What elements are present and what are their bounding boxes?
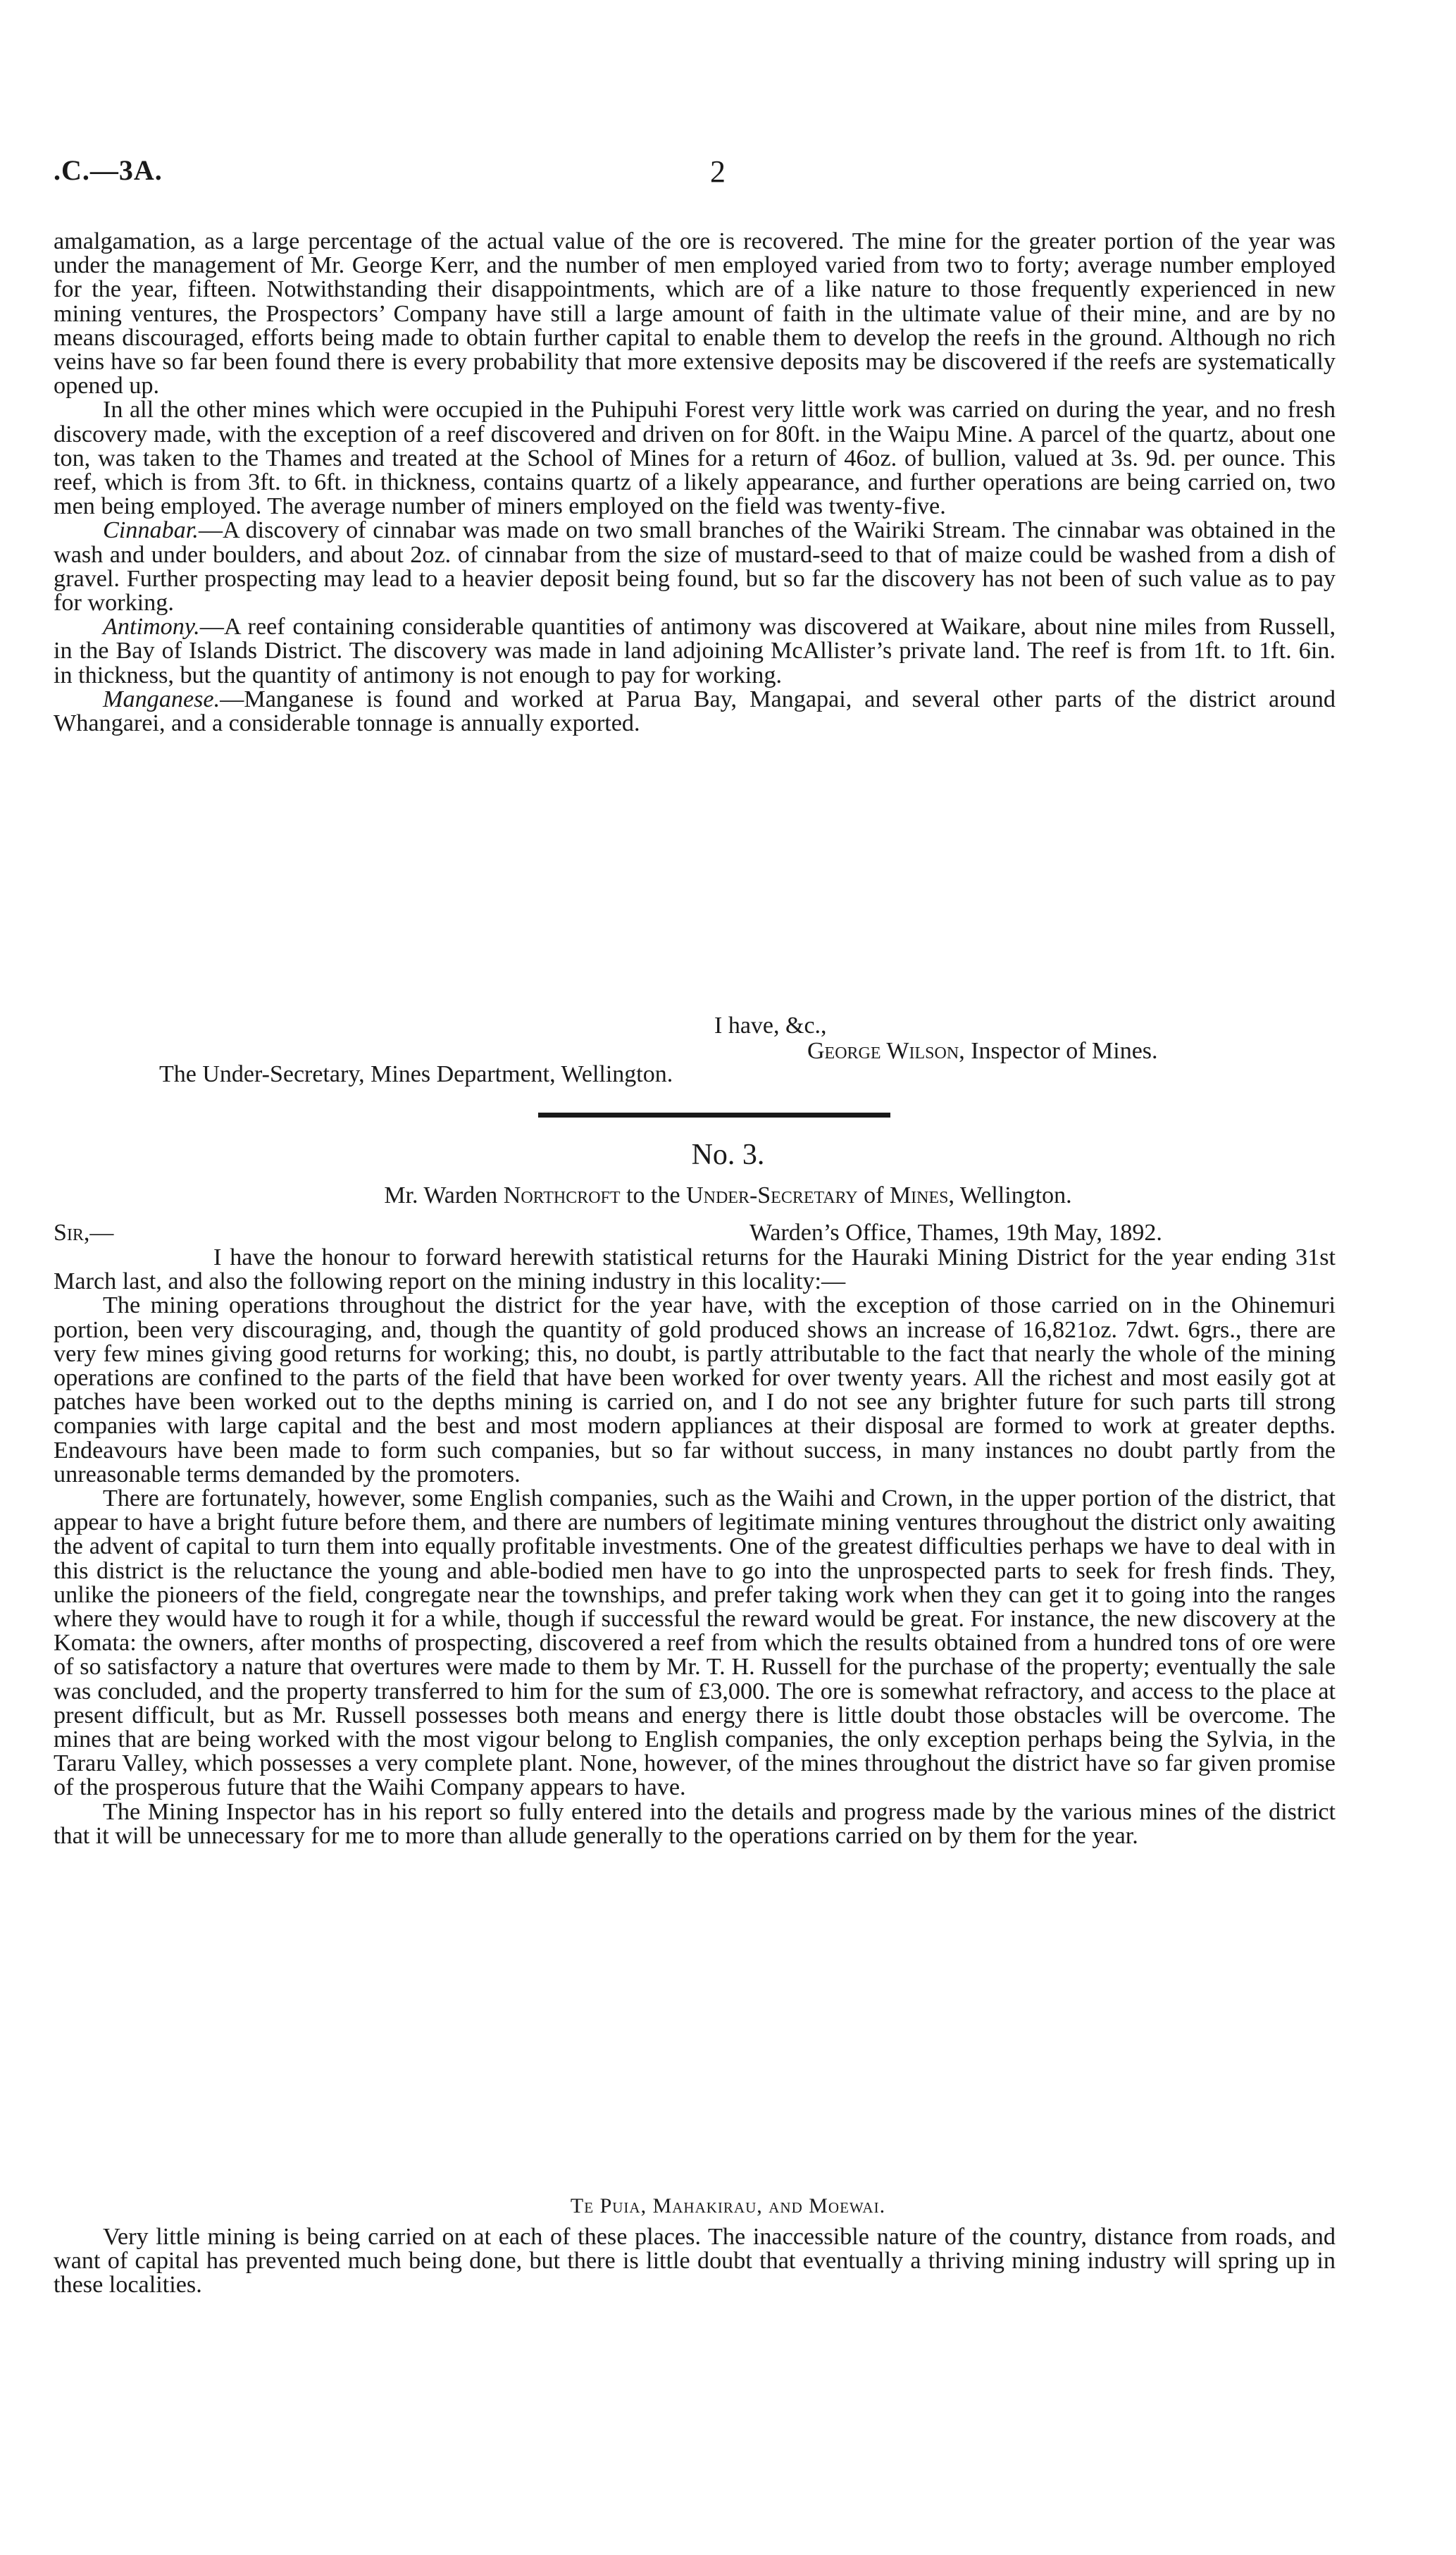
manganese-label: Manganese.: [103, 686, 220, 712]
heading-of: of: [857, 1182, 890, 1208]
heading-suffix: , Wellington.: [948, 1182, 1072, 1208]
paragraph-inspector: The Mining Inspector has in his report so fully entered into the details and progress made by the various mines of the district that it will be unnecessary for me to more than allude generally to the operations carried on by them for the year.: [54, 1798, 1336, 1849]
signoff-closing: I have, &c.,: [714, 1013, 827, 1039]
cinnabar-text: —A discovery of cinnabar was made on two small branches of the Wairiki Stream. The cinnabar was obtained in the wash and under boulders, and about 2oz. of cinnabar from the size of mustard-seed to that of maize could be washed from a dish of gravel. Further prospecting may lead to a heavier deposit being found, but so far the discovery has not been of such value as to pay for working.: [54, 517, 1336, 617]
antimony-text: —A reef containing considerable quantities of antimony was discovered at Waikare, about nine miles from Russell, in the Bay of Islands District. The discovery was made in land adjoining McAllister’s private land. The reef is from 1ft. to 1ft. 6in. in thickness, but the quantity of antimony is not enough to pay for working.: [54, 614, 1336, 688]
paragraph-manganese: [54, 688, 1336, 736]
recipient: Under-Secretary: [686, 1182, 858, 1208]
signoff-title: , Inspector of Mines.: [959, 1038, 1158, 1064]
addressee: The Under-Secretary, Mines Department, Wellington.: [159, 1061, 673, 1087]
warden-name: Northcroft: [503, 1182, 621, 1208]
paragraph-puhipuhi: In all the other mines which were occupied in the Puhipuhi Forest very little work was carried on during the year, and no fresh discovery made, with the exception of a reef discovered and driven on for 80ft. in the Waipu Mine. A parcel of the quartz, about one ton, was taken to the Thames and treated at the School of Mines for a return of 46oz. of bullion, valued at 3s. 9d. per ounce. This reef, which is from 3ft. to 6ft. in thickness, contains quartz of a likely appearance, and further operations are being carried on, two men being employed. The average number of miners employed on the field was twenty-five.: [54, 397, 1336, 520]
document-reference: .C.—3A.: [54, 154, 163, 186]
department: Mines: [889, 1182, 949, 1208]
paragraph-operations: The mining operations throughout the district for the year have, with the exception of those carried on in the Ohinemuri portion, been very discouraging, and, though the quantity of gold produced shows an increase of 16,821oz. 7dwt. 6grs., there are very few mines giving good returns for working; this, no doubt, is partly attributable to the fact that nearly the whole of the mining operations are confined to the parts of the field that have been worked for over twenty years. All the richest and most easily got at patches have been worked out to the depths mining is carried on, and I do not see any brighter future for such parts till strong companies with large capital and the best and most modern appliances at their disposal are formed to work at greater depths. Endeavours have been made to form such companies, but so far without success, in many instances no doubt partly from the unreasonable terms demanded by the promoters.: [54, 1292, 1336, 1487]
paragraph-companies: There are fortunately, however, some English companies, such as the Waihi and Crown, in the upper portion of the district, that appear to have a bright future before them, and there are numbers of legitimate mining ventures throughout the district only awaiting the advent of capital to turn them into equally profitable investments. One of the greatest difficulties perhaps we have to deal with in this district is the reluctance the young and able-bodied men have to go into the unprospected parts to seek for fresh finds. They, unlike the pioneers of the field, congregate near the townships, and prefer taking work when they can get it to going into the ranges where they would have to rough it for a while, though if successful the reward would be great. For instance, the new discovery at the Komata: the owners, after months of prospecting, discovered a reef from which the results obtained from a hundred tons of ore were of so satisfactory a nature that overtures were made to them by Mr. T. H. Russell for the purchase of the property; eventually the sale was concluded, and the property transferred to him for the sum of £3,000. The ore is somewhat refractory, and access to the place at present difficult, but as Mr. Russell possesses both means and energy there is little doubt those obstacles will be overcome. The mines that are being worked with the most vigour belong to English companies, the only exception perhaps being the Sylvia, in the Tararu Valley, which possesses a very complete plant. None, however, of the mines throughout the district have so far given promise of the prosperous future that the Waihi Company appears to have.: [54, 1485, 1336, 1801]
section-heading: Te Puia, Mahakirau, and Moewai.: [570, 2194, 886, 2217]
signoff-signature: [807, 1039, 1158, 1063]
heading-prefix: Mr. Warden: [384, 1182, 504, 1208]
paragraph-amalgamation: amalgamation, as a large percentage of the actual value of the ore is recovered. The mine for the greater portion of the year was under the management of Mr. George Kerr, and the number of men employed varied from two to forty; average number employed for the year, fifteen. Notwithstanding their disappointments, which are of a like nature to those frequently experienced in new mining ventures, the Prospectors’ Company have still a large amount of faith in the ultimate value of their mine, and are by no means discouraged, efforts being made to obtain further capital to enable them to develop the reefs in the ground. Although no rich veins have so far been found there is every probability that more extensive deposits may be discovered if the reefs are systematically opened up.: [54, 228, 1336, 400]
paragraph-te-puia: Very little mining is being carried on at each of these places. The inaccessible nature of the country, distance from roads, and want of capital has prevented much being done, but there is little doubt that eventually a thriving mining industry will spring up in these localities.: [54, 2224, 1336, 2299]
letter-body: [54, 1246, 1336, 1848]
report-continuation: [54, 230, 1336, 736]
letter-heading: [0, 1184, 1456, 1208]
cinnabar-label: Cinnabar.: [103, 517, 199, 544]
paragraph-honour: I have the honour to forward herewith statistical returns for the Hauraki Mining District for the year ending 31st March last, and also the following report on the mining industry in this locality:—: [54, 1244, 1336, 1295]
signoff-name: George Wilson: [807, 1038, 959, 1064]
salutation: Sir,—: [54, 1220, 114, 1246]
antimony-label: Antimony.: [103, 614, 200, 641]
paragraph-cinnabar: [54, 519, 1336, 615]
letter-number: No. 3.: [691, 1139, 765, 1171]
page-number: 2: [710, 154, 726, 189]
section-divider: [538, 1113, 890, 1118]
paragraph-antimony: [54, 615, 1336, 688]
manganese-text: —Manganese is found and worked at Parua Bay, Mangapai, and several other parts of the district around Whangarei, and a considerable tonnage is annually exported.: [54, 686, 1336, 737]
heading-to: to the: [620, 1182, 687, 1208]
section-body: [54, 2225, 1336, 2298]
office-date: Warden’s Office, Thames, 19th May, 1892.: [749, 1220, 1162, 1246]
